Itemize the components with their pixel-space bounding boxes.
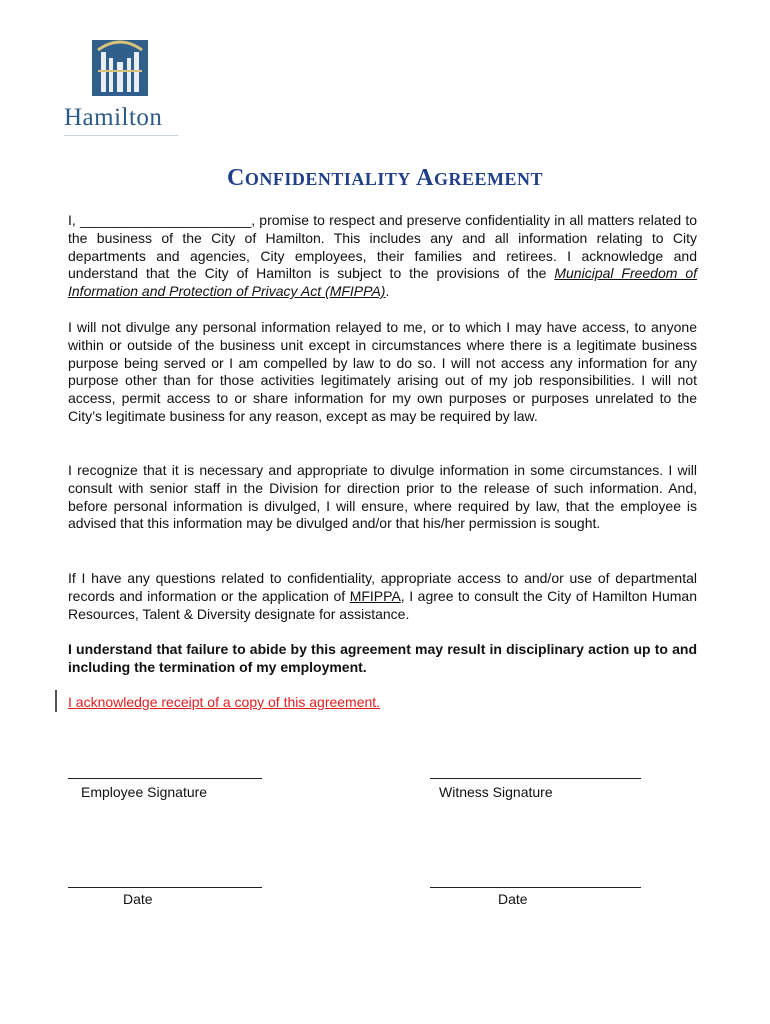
employee-date-line[interactable]	[68, 887, 262, 888]
nondisclosure-paragraph: I will not divulge any personal information relayed to me, or to which I may have access, to anyone within or outside of the business unit except in circumstances where there is a legitimate business purpose being served or I am compelled by law to do so. I will not access any information for any purpose other than for those activities legitimately arising out of my job responsibilities. I will not access, permit access to or share information for my own purposes or purposes unrelated to the City’s legitimate business for any reason, except as may be required by law.	[68, 319, 697, 424]
logo-wordmark: Hamilton	[64, 104, 163, 131]
intro-paragraph: I, ______________________, promise to respect and preserve confidentiality in all matters related to the business of the City of Hamilton. This includes any and all information relating to City departments and agencies, City employees, their families and retirees. I acknowledge and understand that the City of Hamilton is subject to the provisions of the Municipal Freedom of Information and Protection of Privacy Act (MFIPPA).	[68, 212, 697, 300]
page-title: CONFIDENTIALITY AGREEMENT	[227, 165, 543, 191]
logo-divider	[64, 135, 178, 136]
witness-signature-label: Witness Signature	[439, 784, 553, 800]
consequences-paragraph: I understand that failure to abide by this agreement may result in disciplinary action up to and including the termination of my employment.	[68, 641, 697, 675]
mfippa-reference: MFIPPA	[349, 587, 401, 604]
witness-date-line[interactable]	[430, 887, 641, 888]
acknowledge-receipt-text[interactable]: I acknowledge receipt of a copy of this agreement.	[68, 694, 381, 710]
employee-signature-label: Employee Signature	[81, 784, 208, 800]
hamilton-bridge-logo-icon	[92, 40, 148, 96]
disclosure-paragraph: I recognize that it is necessary and appropriate to divulge information in some circumstances. I will consult with senior staff in the Division for direction prior to the release of such information. And, before personal information is divulged, I will ensure, where required by law, that the employee is advised that this information may be divulged and/or that his/her permission is sought.	[68, 462, 697, 532]
mfippa-act-reference: Municipal Freedom of Information and Protection of Privacy Act (MFIPPA)	[68, 265, 697, 300]
questions-paragraph: If I have any questions related to confidentiality, appropriate access to and/or use of departmental records and information or the application of MFIPPA, I agree to consult the City of Hamilton Human Resources, Talent & Diversity designate for assistance.	[68, 570, 698, 622]
employee-signature-line[interactable]	[68, 778, 262, 779]
text-cursor	[55, 690, 57, 712]
witness-signature-line[interactable]	[430, 778, 641, 779]
employee-date-label: Date	[123, 891, 153, 907]
hamilton-logo	[62, 38, 182, 138]
witness-date-label: Date	[498, 891, 528, 907]
